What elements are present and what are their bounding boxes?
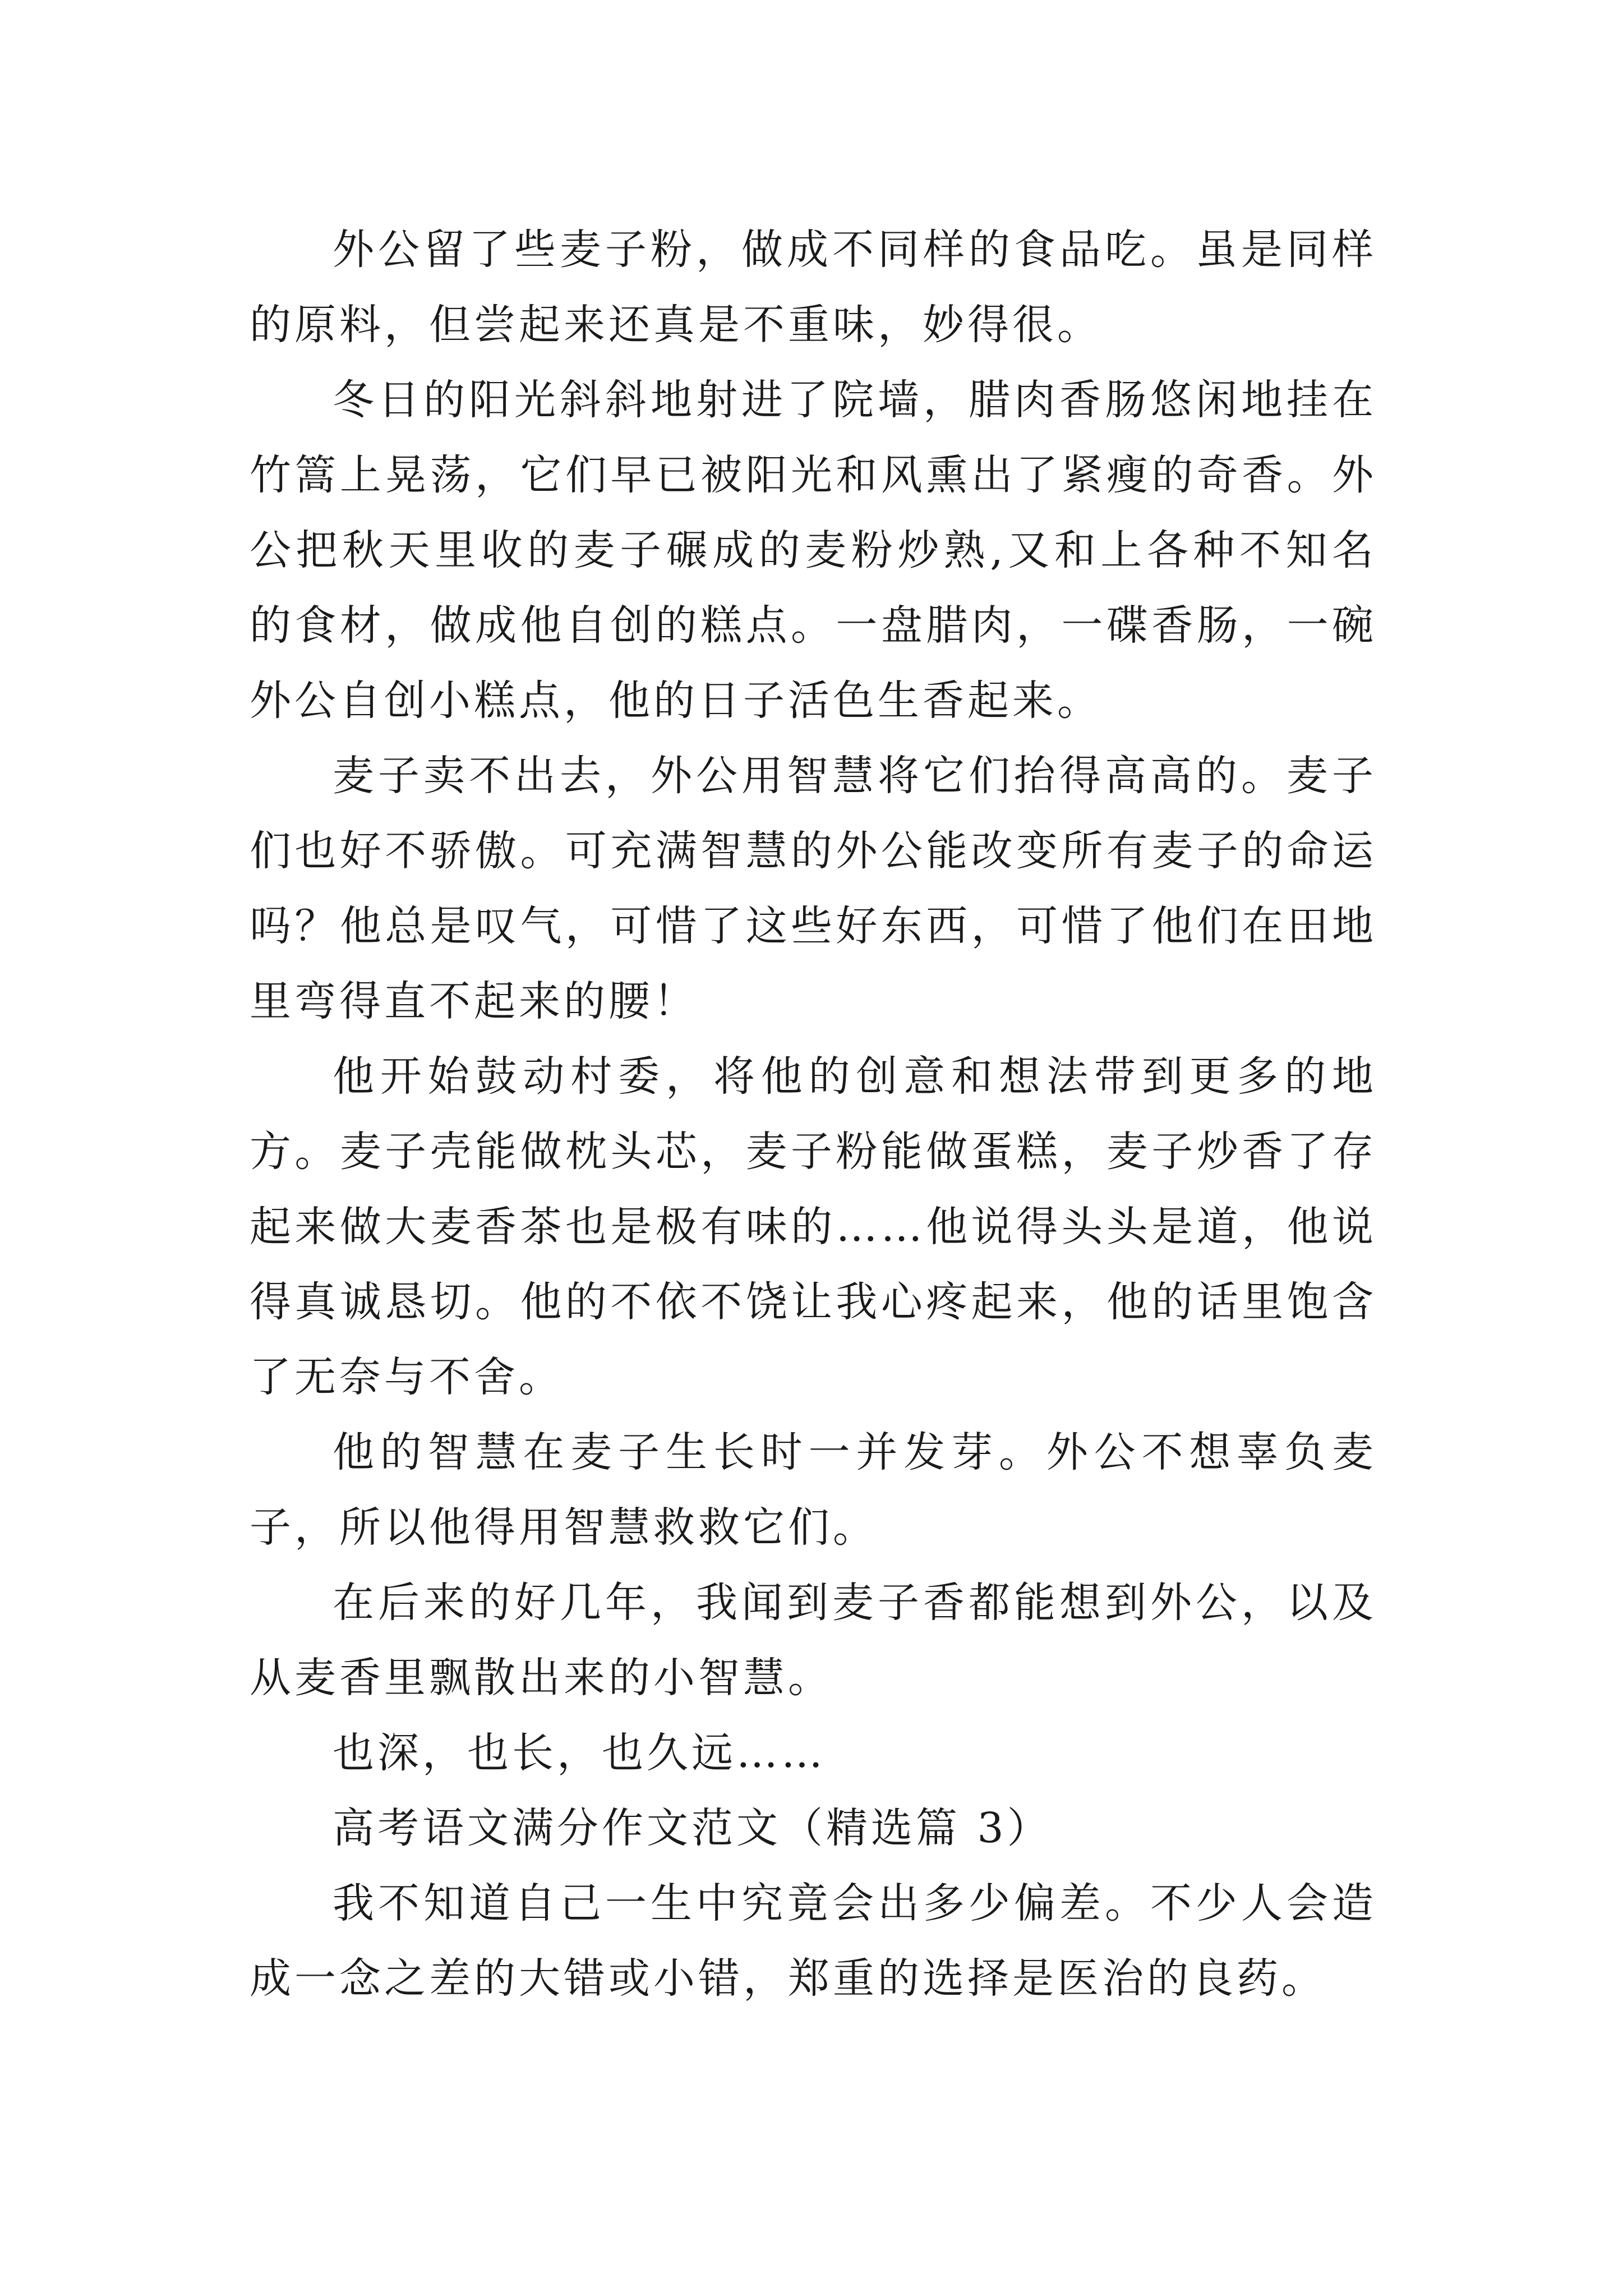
section-heading: 高考语文满分作文范文（精选篇 3） — [333, 1804, 1052, 1852]
paragraph: 他的智慧在麦子生长时一并发芽。外公不想辜负麦子，所以他得用智慧救救它们。 — [250, 1428, 1377, 1552]
paragraph: 我不知道自己一生中究竟会出多少偏差。不少人会造成一念之差的大错或小错，郑重的选择是医治的良药。 — [250, 1879, 1377, 2003]
paragraph: 外公留了些麦子粉，做成不同样的食品吃。虽是同样的原料，但尝起来还真是不重味，妙得很。 — [250, 226, 1377, 349]
paragraph: 麦子卖不出去，外公用智慧将它们抬得高高的。麦子们也好不骄傲。可充满智慧的外公能改变所有麦子的命运吗？他总是叹气，可惜了这些好东西，可惜了他们在田地里弯得直不起来的腰！ — [250, 752, 1377, 1025]
document-body — [250, 212, 1377, 2016]
paragraph: 冬日的阳光斜斜地射进了院墙，腊肉香肠悠闲地挂在竹篙上晃荡，它们早已被阳光和风熏出了紧瘦的奇香。外公把秋天里收的麦子碾成的麦粉炒熟,又和上各种不知名的食材，做成他自创的糕点。一盘腊肉，一碟香肠，一碗外公自创小糕点，他的日子活色生香起来。 — [250, 376, 1377, 725]
paragraph: 在后来的好几年，我闻到麦子香都能想到外公，以及从麦香里飘散出来的小智慧。 — [250, 1579, 1377, 1702]
paragraph: 也深，也长，也久远…… — [333, 1729, 826, 1777]
paragraph: 他开始鼓动村委，将他的创意和想法带到更多的地方。麦子壳能做枕头芯，麦子粉能做蛋糕，麦子炒香了存起来做大麦香茶也是极有味的……他说得头头是道，他说得真诚恳切。他的不依不饶让我心疼起来，他的话里饱含了无奈与不舍。 — [250, 1052, 1377, 1401]
